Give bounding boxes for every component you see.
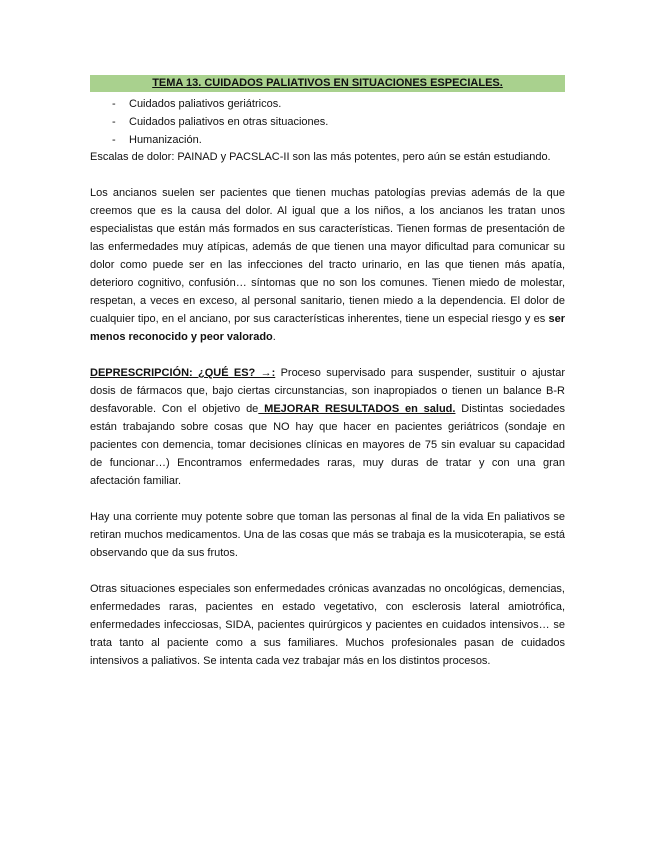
elderly-paragraph — [90, 184, 565, 346]
elderly-text: Los ancianos suelen ser pacientes que tienen muchas patologías previas además de la que creemos que es la causa del dolor. Al igual que a los niños, a los ancianos les tratan unos especialistas que están más formados en sus características. Tienen formas de presentación de las enfermedades muy atípicas, además de que tienen una mayor dificultad para comunicar su dolor como puede ser en las infecciones del tracto urinario, en las que tienen más apatía, deterioro cognitivo, confusión… síntomas que no son los comunes. Tienen miedo de molestar, respetan, a veces en exceso, al personal sanitario, tienen miedo a la dependencia. El dolor de cualquier tipo, en el anciano, por sus características inherentes, tiene un especial riesgo y es — [90, 187, 565, 325]
bullet-marker: - — [112, 116, 116, 128]
bullet-marker: - — [112, 98, 116, 110]
other-situations-paragraph: Otras situaciones especiales son enfermedades crónicas avanzadas no oncológicas, demencias, enfermedades raras, pacientes en estado vegetativo, con esclerosis lateral amiotrófica, enfermedades infecciosas, SIDA, pacientes quirúrgicos y pacientes en cuidados intensivos… se trata tanto al paciente como a sus familiares. Muchos profesionales pasan de cuidados intensivos a paliativos. Se intenta cada vez trabajar más en los distintos procesos. — [90, 583, 565, 667]
pain-scales-line: Escalas de dolor: PAINAD y PACSLAC-II son las más potentes, pero aún se están estudiando. — [90, 151, 551, 163]
list-item — [90, 95, 565, 113]
bullet-marker: - — [112, 134, 116, 146]
deprescription-emphasis: MEJORAR RESULTADOS en salud. — [258, 403, 456, 415]
page-title: TEMA 13. CUIDADOS PALIATIVOS EN SITUACIONES ESPECIALES. — [90, 75, 565, 92]
deprescription-paragraph — [90, 364, 565, 490]
list-item-text: Cuidados paliativos geriátricos. — [129, 98, 282, 110]
list-item — [90, 131, 565, 149]
deprescription-heading: DEPRESCRIPCIÓN: ¿QUÉ ES? →: — [90, 367, 276, 379]
list-item-text: Cuidados paliativos en otras situaciones. — [129, 116, 329, 128]
elderly-emphasis: ser menos reconocido y peor valorado — [90, 313, 565, 343]
deprescription-text-2: Distintas sociedades están trabajando sobre cosas que NO hay que hacer en pacientes geriátricos (sondaje en pacientes con demencia, tomar decisiones clínicas en mayores de 75 sin evaluar su capacidad de funcionar…) Encontramos enfermedades raras, muy duras de tratar y con una gran afectación familiar. — [90, 403, 565, 487]
list-item-text: Humanización. — [129, 134, 202, 146]
trend-paragraph: Hay una corriente muy potente sobre que toman las personas al final de la vida En paliativos se retiran muchos medicamentos. Una de las cosas que más se trabaja es la musicoterapia, se está observando que da sus frutos. — [90, 511, 565, 559]
topic-list — [90, 95, 565, 149]
elderly-end: . — [272, 331, 276, 343]
list-item — [90, 113, 565, 131]
deprescription-text-1: Proceso supervisado para suspender, sustituir o ajustar dosis de fármacos que, bajo ciertas circunstancias, son inapropiados o tienen un balance B-R desfavorable. Con el objetivo de — [90, 367, 565, 415]
